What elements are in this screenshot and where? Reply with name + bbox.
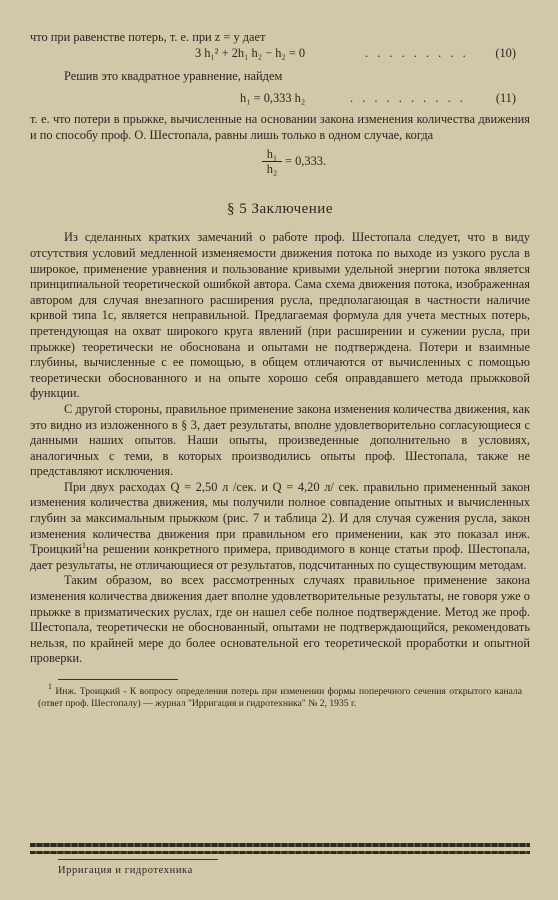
conclusion-paragraph-1: Из сделанных кратких замечаний о работе проф. Шестопала следует, что в виду отсутствия условий медленной изменяемости движения потока по выходе из узкого русла в широкое, применение уравнения и пользование кривыми удельной энергии потока является принципиальной теоретической ошибкой автора. Сама схема движения потока, изображенная автором для случая внезапного расширения русла, предполагающая в частности наличие кривой типа 1c, является неправильной. Предлагаемая формула для учета местных потерь, претендующая на охват широкого круга явлений (при расширении и сужении русла, при прыжке) теоретически не обоснована и опытами не подтверждена. Потери и взаимные глубины, вычисленные с ее помощью, в общем отличаются от вычисленных с помощью теоретически обоснованного и на опыте хорошо себя оправдавшего метода прыжковой функции. <box>30 230 530 401</box>
footnote-divider <box>58 679 178 680</box>
footnote-reference[interactable]: 1 <box>82 541 87 551</box>
explain-paragraph: т. е. что потери в прыжке, вычисленные на основании закона изменения количества движения и по способу проф. О. Шестопала, равны лишь только в одном случае, когда <box>30 112 530 142</box>
fraction-numerator: h₁ <box>266 147 278 162</box>
paragraph-3-text-a: При двух расходах Q = 2,50 л /сек. и Q = 4,20 л/ сек. правильно примененный закон изменения количества движения, мы получили полное совпадение опытных и вычисленных глубин за максимальным прыжком (рис. 7 и таблица 2). И для случая сужения русла, закон изменения количества движения при правильном его применении, как это показал инж. Троицкий <box>30 479 530 557</box>
equation-11 <box>30 91 530 108</box>
fraction <box>262 147 282 176</box>
running-footer: Ирригация и гидротехника <box>58 865 193 876</box>
equation-11-dots: . . . . . . . . . . <box>350 91 466 106</box>
footnote-mark: 1 <box>48 682 52 691</box>
ornamental-rule-top <box>30 843 530 847</box>
equation-11-number: (11) <box>495 91 516 106</box>
equation-10 <box>30 46 530 63</box>
fraction-denominator: h₂ <box>266 162 278 177</box>
footnote-text: Инж. Троицкий - К вопросу определения потерь при изменении формы поперечного сечения открытого канала (ответ проф. Шестопалу) — журнал "Ирригация и гидротехника" № 2, 1935 г. <box>38 686 522 709</box>
fraction-block <box>30 143 530 189</box>
section-heading: § 5 Заключение <box>227 201 333 218</box>
conclusion-paragraph-3 <box>30 480 530 574</box>
intro-line: что при равенстве потерь, т. е. при z = y дает <box>30 30 266 44</box>
equation-10-dots: . . . . . . . . . <box>365 45 469 60</box>
ornamental-rule-bottom <box>30 851 530 854</box>
footer-rule <box>58 859 218 860</box>
fraction-value: = 0,333. <box>285 154 327 169</box>
equation-10-number: (10) <box>495 45 516 60</box>
paragraph-3-text-b: на решении конкретного примера, приводимого в конце статьи проф. Шестопала, дает результаты, не отличающиеся от результатов, подсчитанных по существующим методам. <box>30 542 530 572</box>
equation-10-formula: 3 h₁² + 2h₁ h₂ − h₂ = 0 <box>195 45 306 60</box>
conclusion-paragraph-4: Таким образом, во всех рассмотренных случаях правильное применение закона изменения количества движения дает вполне удовлетворительные результаты, не говоря уже о прыжке в призматических руслах, где он нашел себе полное подтверждение. Метод же проф. Шестопала, теоретически не обоснованный, опытами не подтверждающийся, рекомендовать нельзя, по крайней мере до более основательной его теоретической проработки и опытной проверки. <box>30 573 530 666</box>
equation-11-formula: h₁ = 0,333 h₂ <box>240 91 306 106</box>
conclusion-paragraph-2: С другой стороны, правильное применение закона изменения количества движения, как это видно из изложенного в § 3, дает результаты, вполне удовлетворительно согласующиеся с данными наших опытов. Наши опыты, произведенные дополнительно в условиях, аналогичных с теми, в которых производились опыты проф. Шестопала, также не представляют исключения. <box>30 401 530 479</box>
fraction-expression <box>262 147 326 176</box>
footnote <box>38 682 522 709</box>
solve-line: Решив это квадратное уравнение, найдем <box>64 68 283 83</box>
